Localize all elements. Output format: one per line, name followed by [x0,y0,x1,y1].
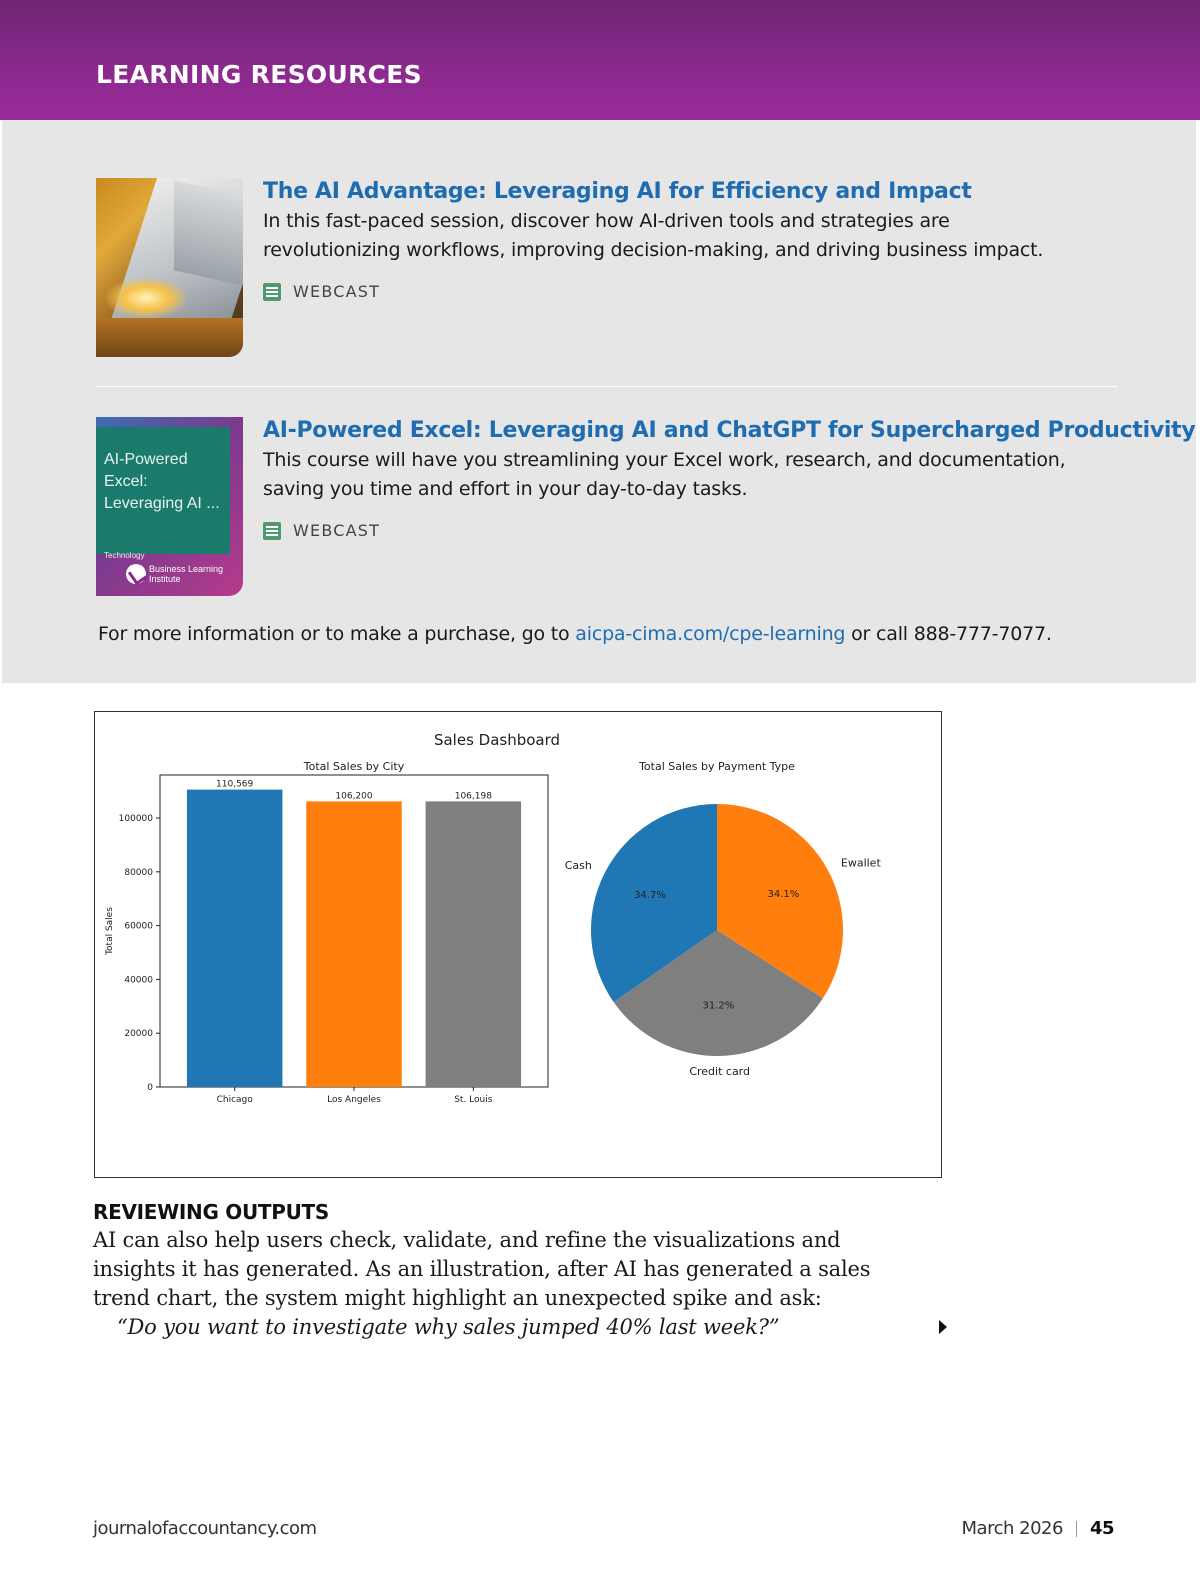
x-tick-label: Chicago [216,1095,253,1105]
page-number: 45 [1089,1518,1114,1539]
y-axis-label: Total Sales [105,907,115,955]
bar-chicago [187,790,282,1087]
pie-category-label: Credit card [689,1065,751,1079]
bar-value-label: 106,200 [335,791,373,802]
resource-thumbnail-architecture[interactable] [96,178,243,357]
resource-type-label: WEBCAST [293,521,381,540]
divider [96,386,1118,387]
footer-site[interactable]: journalofaccountancy.com [93,1518,317,1539]
bar-chart-title: Total Sales by City [303,760,405,773]
pie-chart-title: Total Sales by Payment Type [639,760,795,773]
article-quote: “Do you want to investigate why sales jumped 40% last week?” [117,1315,780,1339]
dashboard-title: Sales Dashboard [433,731,561,749]
cpe-learning-link[interactable]: aicpa-cima.com/cpe-learning [575,623,846,645]
footer-meta [962,1518,1114,1539]
resource-type [263,521,380,540]
resource-title-link[interactable]: AI-Powered Excel: Leveraging AI and ChatGPT for Supercharged Productivity [263,418,1196,443]
learning-resources-panel [2,120,1196,683]
section-title: LEARNING RESOURCES [96,60,422,89]
resource-type-label: WEBCAST [293,282,381,301]
footer-separator [1076,1521,1077,1537]
y-tick-label: 20000 [124,1029,153,1040]
sales-dashboard-figure [94,711,942,1178]
article-body: AI can also help users check, validate, and refine the visualizations and insights it has generated. As an illustration, after AI has generated a sales trend chart, the system might highlight an unexpected spike and ask: [93,1228,871,1310]
resource-item[interactable] [96,417,1196,597]
document-icon [263,522,281,540]
brand-name: Business Learning Institute [149,564,224,584]
brand-logo-icon [126,564,146,584]
header-band [0,0,1200,120]
sales-dashboard-chart [95,712,940,1176]
more-info-text: For more information or to make a purchase, go to aicpa-cima.com/cpe-learning or call 888-777-7077. [98,623,1052,645]
bar-los-angeles [306,801,401,1087]
continue-arrow-icon[interactable] [939,1320,947,1334]
pie-category-label: Ewallet [840,856,881,870]
resource-item[interactable] [96,178,1126,358]
resource-thumbnail-course[interactable] [96,417,243,596]
document-icon [263,283,281,301]
y-tick-label: 40000 [124,975,153,986]
bar-value-label: 106,198 [454,791,492,802]
resource-description: This course will have you streamlining your Excel work, research, and documentation, saving you time and effort in your day-to-day tasks. [263,449,1066,500]
resource-title-link[interactable]: The AI Advantage: Leveraging AI for Efficiency and Impact [263,179,972,204]
x-tick-label: Los Angeles [327,1095,381,1105]
pie-pct-label: 34.7% [634,890,666,902]
bar-st-louis [426,801,521,1087]
y-tick-label: 60000 [124,921,153,932]
y-tick-label: 100000 [118,814,153,825]
x-tick-label: St. Louis [454,1095,493,1105]
course-card-title: AI-Powered Excel: Leveraging AI ... [104,451,220,512]
y-tick-label: 80000 [124,867,153,878]
resource-description: In this fast-paced session, discover how AI-driven tools and strategies are revolutionizing workflows, improving decision-making, and driving business impact. [263,210,1044,261]
footer-date: March 2026 [961,1518,1063,1539]
course-card [96,427,230,560]
article [93,1198,953,1342]
pie-pct-label: 31.2% [702,1000,735,1012]
course-card-tag: Technology [104,551,145,560]
pie-pct-label: 34.1% [767,888,800,900]
y-tick-label: 0 [147,1083,153,1093]
pie-category-label: Cash [564,858,592,872]
bar-value-label: 110,569 [216,779,254,790]
resource-type [263,282,380,301]
article-heading: REVIEWING OUTPUTS [93,1200,329,1224]
